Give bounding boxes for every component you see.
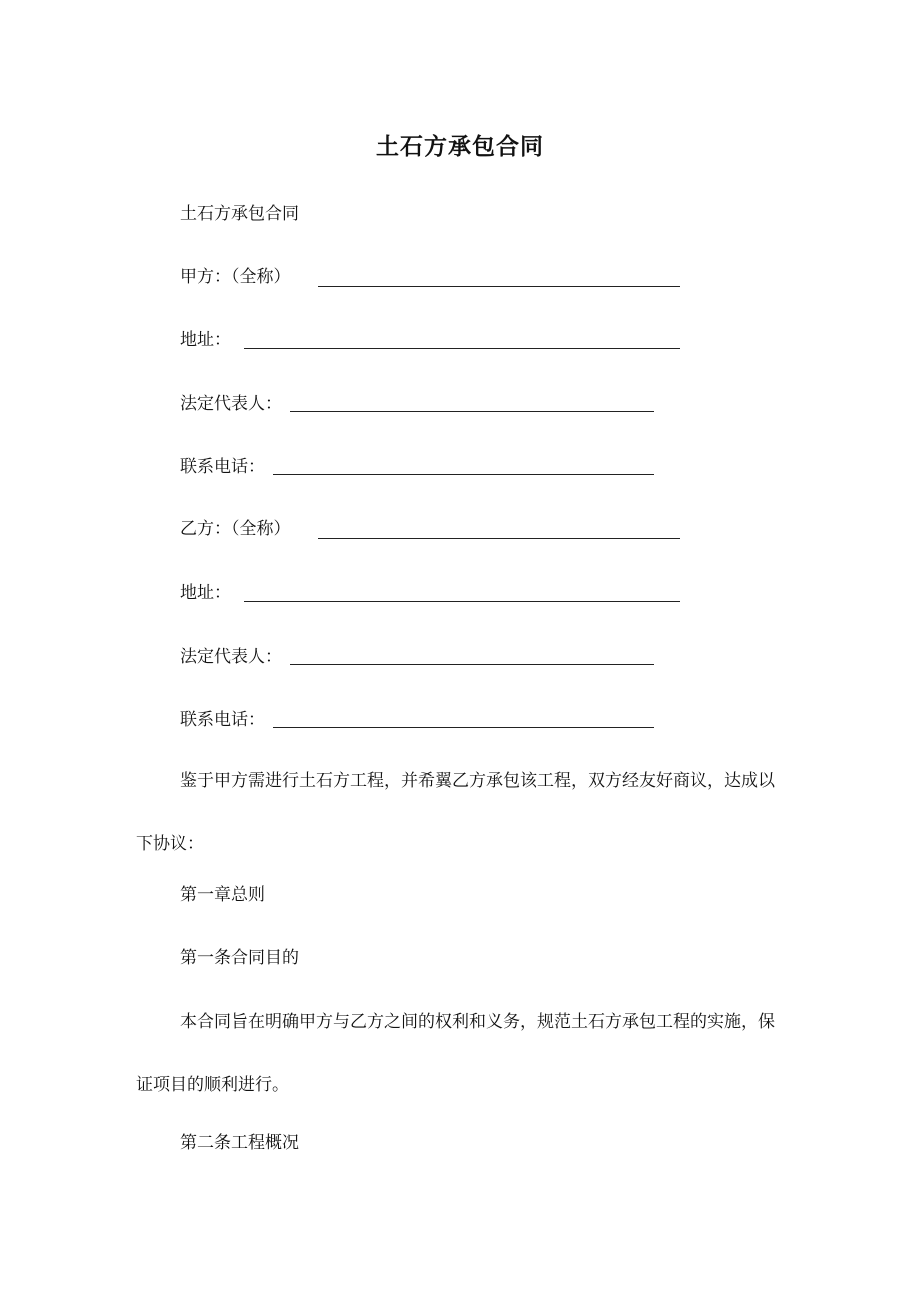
party-b-rep-blank[interactable] [290,664,654,665]
party-b-name-label: 乙方：（全称） [180,519,291,539]
party-a-phone-label: 联系电话： [180,457,265,477]
article-2-heading: 第二条工程概况 [180,1133,299,1153]
party-a-address-label: 地址： [180,330,231,350]
party-b-rep-label: 法定代表人： [180,647,282,667]
party-a-rep-label: 法定代表人： [180,394,282,414]
article-1-heading: 第一条合同目的 [180,948,299,968]
party-b-name-blank[interactable] [318,538,680,539]
party-b-phone-label: 联系电话： [180,710,265,730]
preamble-paragraph: 鉴于甲方需进行土石方工程，并希翼乙方承包该工程，双方经友好商议，达成以下协议： [136,771,775,854]
party-a-address-blank[interactable] [244,348,680,349]
party-b-address-blank[interactable] [244,601,680,602]
party-a-phone-blank[interactable] [273,474,654,475]
contract-subtitle: 土石方承包合同 [180,204,299,224]
article-1-paragraph: 本合同旨在明确甲方与乙方之间的权利和义务，规范土石方承包工程的实施，保证项目的顺利进行。 [136,1012,775,1095]
party-a-name-label: 甲方：（全称） [180,267,291,287]
party-b-phone-blank[interactable] [273,727,654,728]
chapter-1-heading: 第一章总则 [180,885,265,905]
party-a-rep-blank[interactable] [290,411,654,412]
party-a-name-blank[interactable] [318,286,680,287]
document-title: 土石方承包合同 [376,134,544,160]
party-b-address-label: 地址： [180,583,231,603]
